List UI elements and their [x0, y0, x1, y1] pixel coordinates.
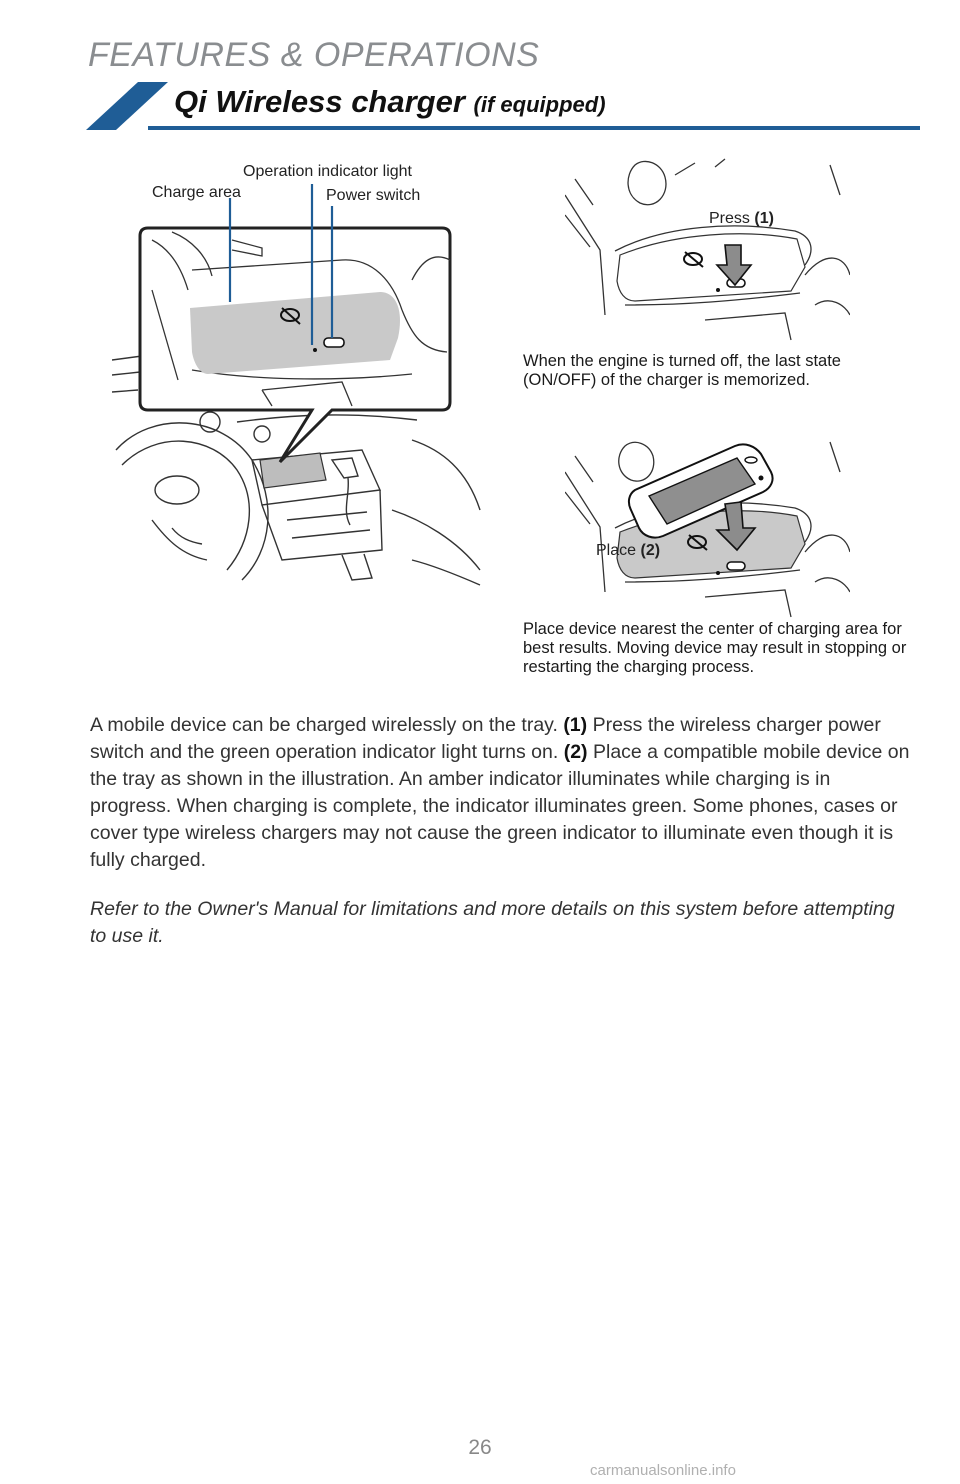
heading-title: Qi Wireless charger	[174, 84, 465, 119]
place-label-word: Place	[596, 542, 637, 559]
body-text-1: A mobile device can be charged wirelessly on the tray.	[90, 714, 564, 736]
section-title: FEATURES & OPERATIONS	[88, 36, 540, 74]
power-switch-label: Power switch	[326, 187, 421, 204]
page-number: 26	[468, 1436, 492, 1459]
place-label	[596, 542, 660, 560]
body-text-2: Press the wireless charger power switch and the green operation indicator light turns on.	[90, 714, 881, 763]
heading-suffix: (if equipped)	[473, 92, 606, 117]
place-caption: Place device nearest the center of charging area for best results. Moving device may result in stopping or restarting the charging process.	[523, 620, 907, 676]
page-heading	[174, 84, 606, 120]
owners-manual-note: Refer to the Owner's Manual for limitations and more details on this system before attempting to use it.	[90, 898, 895, 947]
watermark: carmanualsonline.info	[590, 1462, 736, 1479]
place-drawing	[565, 432, 850, 622]
body-paragraph	[90, 712, 910, 874]
press-label	[709, 210, 774, 228]
place-illustration	[565, 432, 850, 622]
press-label-number: (1)	[754, 210, 774, 227]
charge-area-label: Charge area	[152, 184, 241, 201]
body-step-2: (2)	[563, 741, 588, 763]
place-label-number: (2)	[640, 542, 661, 559]
press-label-word: Press	[709, 210, 750, 227]
body-text-3: Place a compatible mobile device on the tray as shown in the illustration. An amber indicator illuminates while charging is in progress. When charging is complete, the indicator illuminates green. Some phones, cases or cover type wireless chargers may not cause the green indicator to illuminate even though it is fully charged.	[90, 741, 910, 871]
press-caption: When the engine is turned off, the last state (ON/OFF) of the charger is memorized.	[523, 352, 841, 389]
body-step-1: (1)	[563, 714, 588, 736]
console-drawing	[112, 160, 482, 590]
console-illustration	[112, 160, 482, 590]
heading-bar	[86, 78, 920, 134]
press-drawing	[565, 155, 850, 345]
press-illustration	[565, 155, 850, 345]
indicator-light-label: Operation indicator light	[243, 163, 412, 180]
